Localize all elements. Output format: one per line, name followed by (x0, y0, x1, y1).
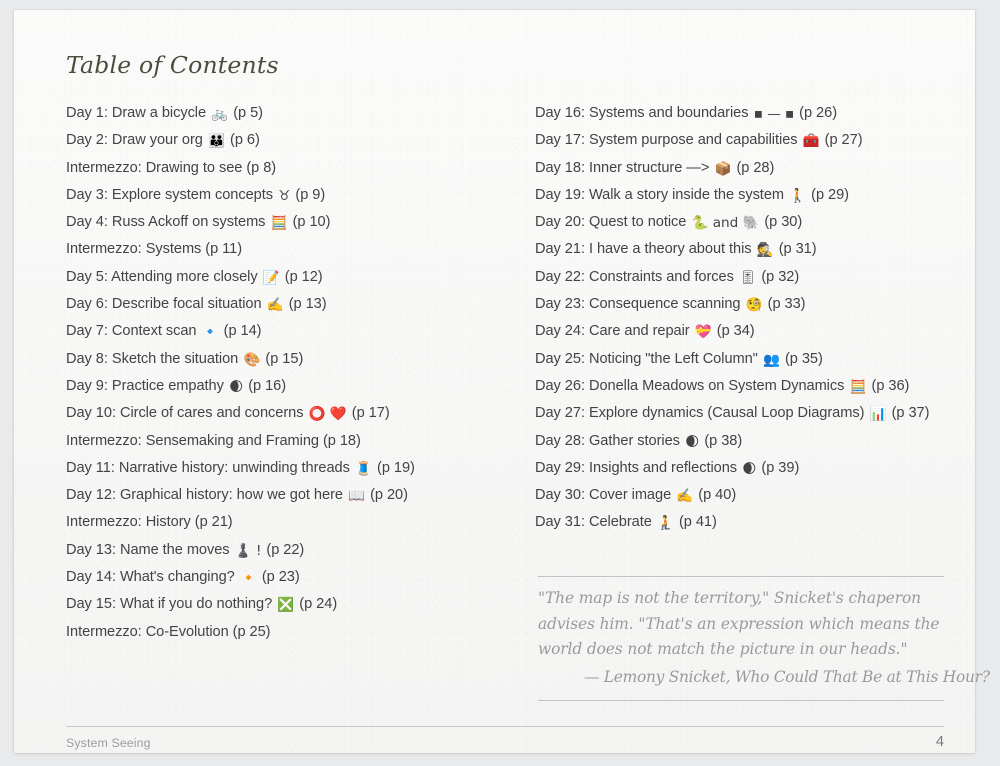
toc-entry-page: (p 15) (261, 350, 304, 367)
toc-entry-label: Day 8: Sketch the situation (66, 350, 239, 367)
toc-entry-page: (p 14) (219, 323, 262, 340)
toc-entry-label: Day 26: Donella Meadows on System Dynamics (535, 377, 845, 394)
level-slider-icon: 🎚 (734, 269, 757, 286)
busts-in-silhouette-icon: 👥 (758, 351, 780, 368)
toc-entry-page: (p 35) (780, 350, 823, 367)
toc-entry-label: Day 2: Draw your org (66, 132, 203, 149)
family-people-icon: 👪 (203, 133, 226, 150)
toc-entry-page: (p 16) (244, 377, 287, 394)
quote-bottom-rule (538, 700, 944, 701)
toc-entry[interactable] (66, 509, 506, 536)
small-diamond-icon: 🔸 (235, 570, 257, 587)
chess-pawn-icon: ♟️ ! (230, 542, 262, 559)
small-blue-diamond-icon: 🔹 (197, 324, 219, 341)
toc-entry[interactable] (66, 182, 506, 209)
toc-entry[interactable] (535, 236, 965, 263)
toc-entry[interactable] (66, 236, 506, 263)
toc-entry[interactable] (66, 155, 506, 182)
toc-entry-label: Day 20: Quest to notice (535, 214, 687, 231)
toc-entry[interactable] (535, 318, 965, 345)
page-sheet (14, 10, 990, 753)
toc-entry-label: Day 6: Describe focal situation (66, 296, 262, 313)
toc-entry-label: Day 11: Narrative history: unwinding threads (66, 459, 350, 476)
toc-entry-page: (p 34) (712, 323, 755, 340)
toc-entry[interactable] (66, 537, 506, 564)
toc-entry[interactable] (66, 482, 506, 509)
toc-entry-label: Day 30: Cover image (535, 487, 672, 504)
toc-entry-page: (p 24) (295, 596, 338, 613)
toc-entry-page: (p 6) (226, 132, 260, 149)
toc-entry-page: (p 10) (288, 214, 331, 231)
heavy-large-circle-and-heart-icon: ⭕ ❤️ (304, 406, 347, 423)
toc-entry[interactable] (66, 400, 506, 427)
toc-entry-label: Day 23: Consequence scanning (535, 296, 741, 313)
toc-entry[interactable] (535, 127, 965, 154)
writing-hand-icon: ✍️ (672, 488, 694, 505)
toc-entry-label: Intermezzo: History (66, 514, 191, 531)
toc-entry-page: (p 38) (700, 432, 743, 449)
toc-entry-label: Intermezzo: Co-Evolution (66, 623, 229, 640)
toc-entry-page: (p 27) (820, 132, 863, 149)
toc-entry-label: Day 22: Constraints and forces (535, 268, 734, 285)
toc-entry[interactable] (66, 564, 506, 591)
footer (66, 736, 944, 758)
toc-entry[interactable] (66, 318, 506, 345)
toc-entry-page: (p 37) (887, 405, 930, 422)
writing-hand-icon: ✍️ (262, 297, 284, 314)
toc-column-left (66, 100, 506, 646)
toc-entry-label: Intermezzo: Drawing to see (66, 159, 243, 176)
face-with-monocle-icon: 🧐 (741, 297, 763, 314)
footer-rule (66, 726, 944, 727)
toc-entry-label: Day 7: Context scan (66, 323, 197, 340)
toc-entry-page: (p 41) (674, 514, 717, 531)
toc-entry-page: (p 9) (291, 186, 326, 203)
bicycle-icon: 🚲 (207, 106, 229, 122)
toc-entry[interactable] (535, 291, 965, 318)
toc-entry[interactable] (535, 428, 965, 455)
crescent-moon-icon: 🌒 (224, 378, 244, 395)
toc-entry[interactable] (535, 182, 965, 209)
toc-entry-label: Day 15: What if you do nothing? (66, 596, 273, 613)
toc-entry-page: (p 33) (763, 296, 806, 313)
toc-entry[interactable] (66, 619, 506, 646)
toc-entry-page: (p 19) (373, 459, 415, 476)
artist-palette-icon: 🎨 (239, 351, 261, 368)
abacus-icon: 🧮 (266, 215, 288, 232)
footer-page-number: 4 (935, 734, 944, 750)
toc-entry-label: Intermezzo: Systems (66, 241, 202, 258)
memo-icon: 📝 (258, 269, 280, 286)
toc-entry[interactable] (535, 100, 965, 127)
toc-entry[interactable] (535, 400, 965, 427)
crescent-moon-icon: 🌒 (680, 433, 700, 450)
cross-mark-button-icon: ❎ (273, 597, 295, 614)
toc-entry-label: Day 13: Name the moves (66, 541, 230, 558)
toc-entry[interactable] (66, 291, 506, 318)
toc-entry[interactable] (535, 455, 965, 482)
toc-entry-page: (p 13) (284, 296, 327, 313)
open-book-icon: 📖 (343, 488, 366, 505)
quote-attribution: — Lemony Snicket, Who Could That Be at This Hour? (584, 667, 990, 686)
crescent-moon-icon: 🌒 (738, 460, 757, 477)
square-dash-square-icon: ▪ — ▪ (749, 106, 795, 122)
ox-zodiac-icon: ♉ (273, 187, 291, 204)
toc-entry-label: Day 1: Draw a bicycle (66, 105, 207, 121)
person-kneeling-icon: 🧎 (652, 515, 674, 532)
heart-with-ribbon-icon: 💝 (690, 324, 712, 341)
snake-and-elephant-icon: 🐍 and 🐘 (687, 215, 760, 232)
toc-entry-label: Day 31: Celebrate (535, 514, 652, 531)
toc-entry[interactable] (535, 509, 965, 536)
toc-entry[interactable] (66, 455, 506, 482)
toolbox-icon: 🧰 (798, 133, 820, 150)
toc-entry-label: Day 16: Systems and boundaries (535, 105, 749, 121)
toc-entry-label: Day 9: Practice empathy (66, 377, 224, 394)
abacus-icon: 🧮 (845, 378, 867, 395)
toc-entry-label: Day 19: Walk a story inside the system (535, 186, 784, 203)
toc-entry-page: (p 12) (280, 268, 323, 285)
toc-entry-page: (p 11) (201, 241, 243, 258)
toc-entry-page: (p 26) (795, 105, 837, 121)
toc-entry-label: Day 3: Explore system concepts (66, 186, 273, 203)
bar-chart-icon: 📊 (865, 406, 887, 423)
toc-entry-label: Intermezzo: Sensemaking and Framing (66, 432, 319, 449)
toc-entry-page: (p 32) (757, 268, 800, 285)
footer-book-title: System Seeing (66, 736, 151, 750)
toc-entry-label: Day 18: Inner structure —> (535, 159, 710, 176)
toc-entry[interactable] (535, 209, 965, 236)
toc-entry[interactable] (66, 428, 506, 455)
toc-entry[interactable] (535, 264, 965, 291)
toc-entry-page: (p 5) (229, 105, 263, 121)
toc-entry-label: Day 27: Explore dynamics (Causal Loop Diagrams) (535, 405, 865, 422)
toc-entry[interactable] (66, 264, 506, 291)
toc-entry-label: Day 25: Noticing "the Left Column" (535, 350, 758, 367)
toc-entry-page: (p 28) (732, 159, 775, 176)
toc-entry-page: (p 21) (190, 514, 233, 531)
toc-entry[interactable] (66, 100, 506, 127)
package-box-icon: 📦 (710, 160, 732, 177)
toc-entry-page: (p 40) (694, 487, 737, 504)
toc-entry-page: (p 29) (807, 186, 849, 203)
toc-entry[interactable] (66, 346, 506, 373)
toc-entry-page: (p 30) (760, 214, 803, 231)
toc-entry-page: (p 22) (262, 541, 305, 558)
toc-entry-page: (p 39) (757, 459, 800, 476)
toc-entry[interactable] (535, 373, 965, 400)
toc-entry-label: Day 10: Circle of cares and concerns (66, 405, 304, 422)
toc-entry-page: (p 8) (242, 159, 277, 176)
detective-icon: 🕵️ (752, 242, 774, 259)
toc-entry-label: Day 21: I have a theory about this (535, 241, 752, 258)
toc-entry[interactable] (66, 209, 506, 236)
quote-block (538, 576, 990, 701)
toc-entry[interactable] (535, 155, 965, 182)
toc-entry-label: Day 12: Graphical history: how we got here (66, 487, 343, 504)
thread-spool-icon: 🧵 (350, 460, 373, 477)
quote-text: "The map is not the territory," Snicket's chaperon advises him. "That's an expression which means the world does not match the picture in our heads." (538, 589, 940, 658)
toc-entry-page: (p 20) (366, 487, 408, 504)
toc-entry-label: Day 29: Insights and reflections (535, 459, 738, 476)
toc-entry[interactable] (535, 346, 965, 373)
toc-entry-label: Day 14: What's changing? (66, 569, 235, 586)
toc-entry[interactable] (66, 591, 506, 618)
toc-entry-label: Day 28: Gather stories (535, 432, 680, 449)
toc-column-right (535, 100, 965, 537)
toc-entry-page: (p 25) (228, 623, 271, 640)
toc-entry[interactable] (535, 482, 965, 509)
toc-entry-label: Day 4: Russ Ackoff on systems (66, 214, 266, 231)
toc-entry-page: (p 18) (318, 432, 361, 449)
toc-entry-label: Day 5: Attending more closely (66, 268, 258, 285)
toc-entry-page: (p 36) (867, 377, 910, 394)
person-walking-icon: 🚶 (785, 187, 807, 204)
toc-entry[interactable] (66, 127, 506, 154)
toc-entry-page: (p 17) (347, 405, 390, 422)
toc-entry[interactable] (66, 373, 506, 400)
toc-entry-label: Day 17: System purpose and capabilities (535, 132, 798, 149)
toc-entry-page: (p 23) (257, 569, 300, 586)
toc-entry-label: Day 24: Care and repair (535, 323, 690, 340)
toc-entry-page: (p 31) (774, 241, 817, 258)
page-title: Table of Contents (66, 51, 279, 79)
